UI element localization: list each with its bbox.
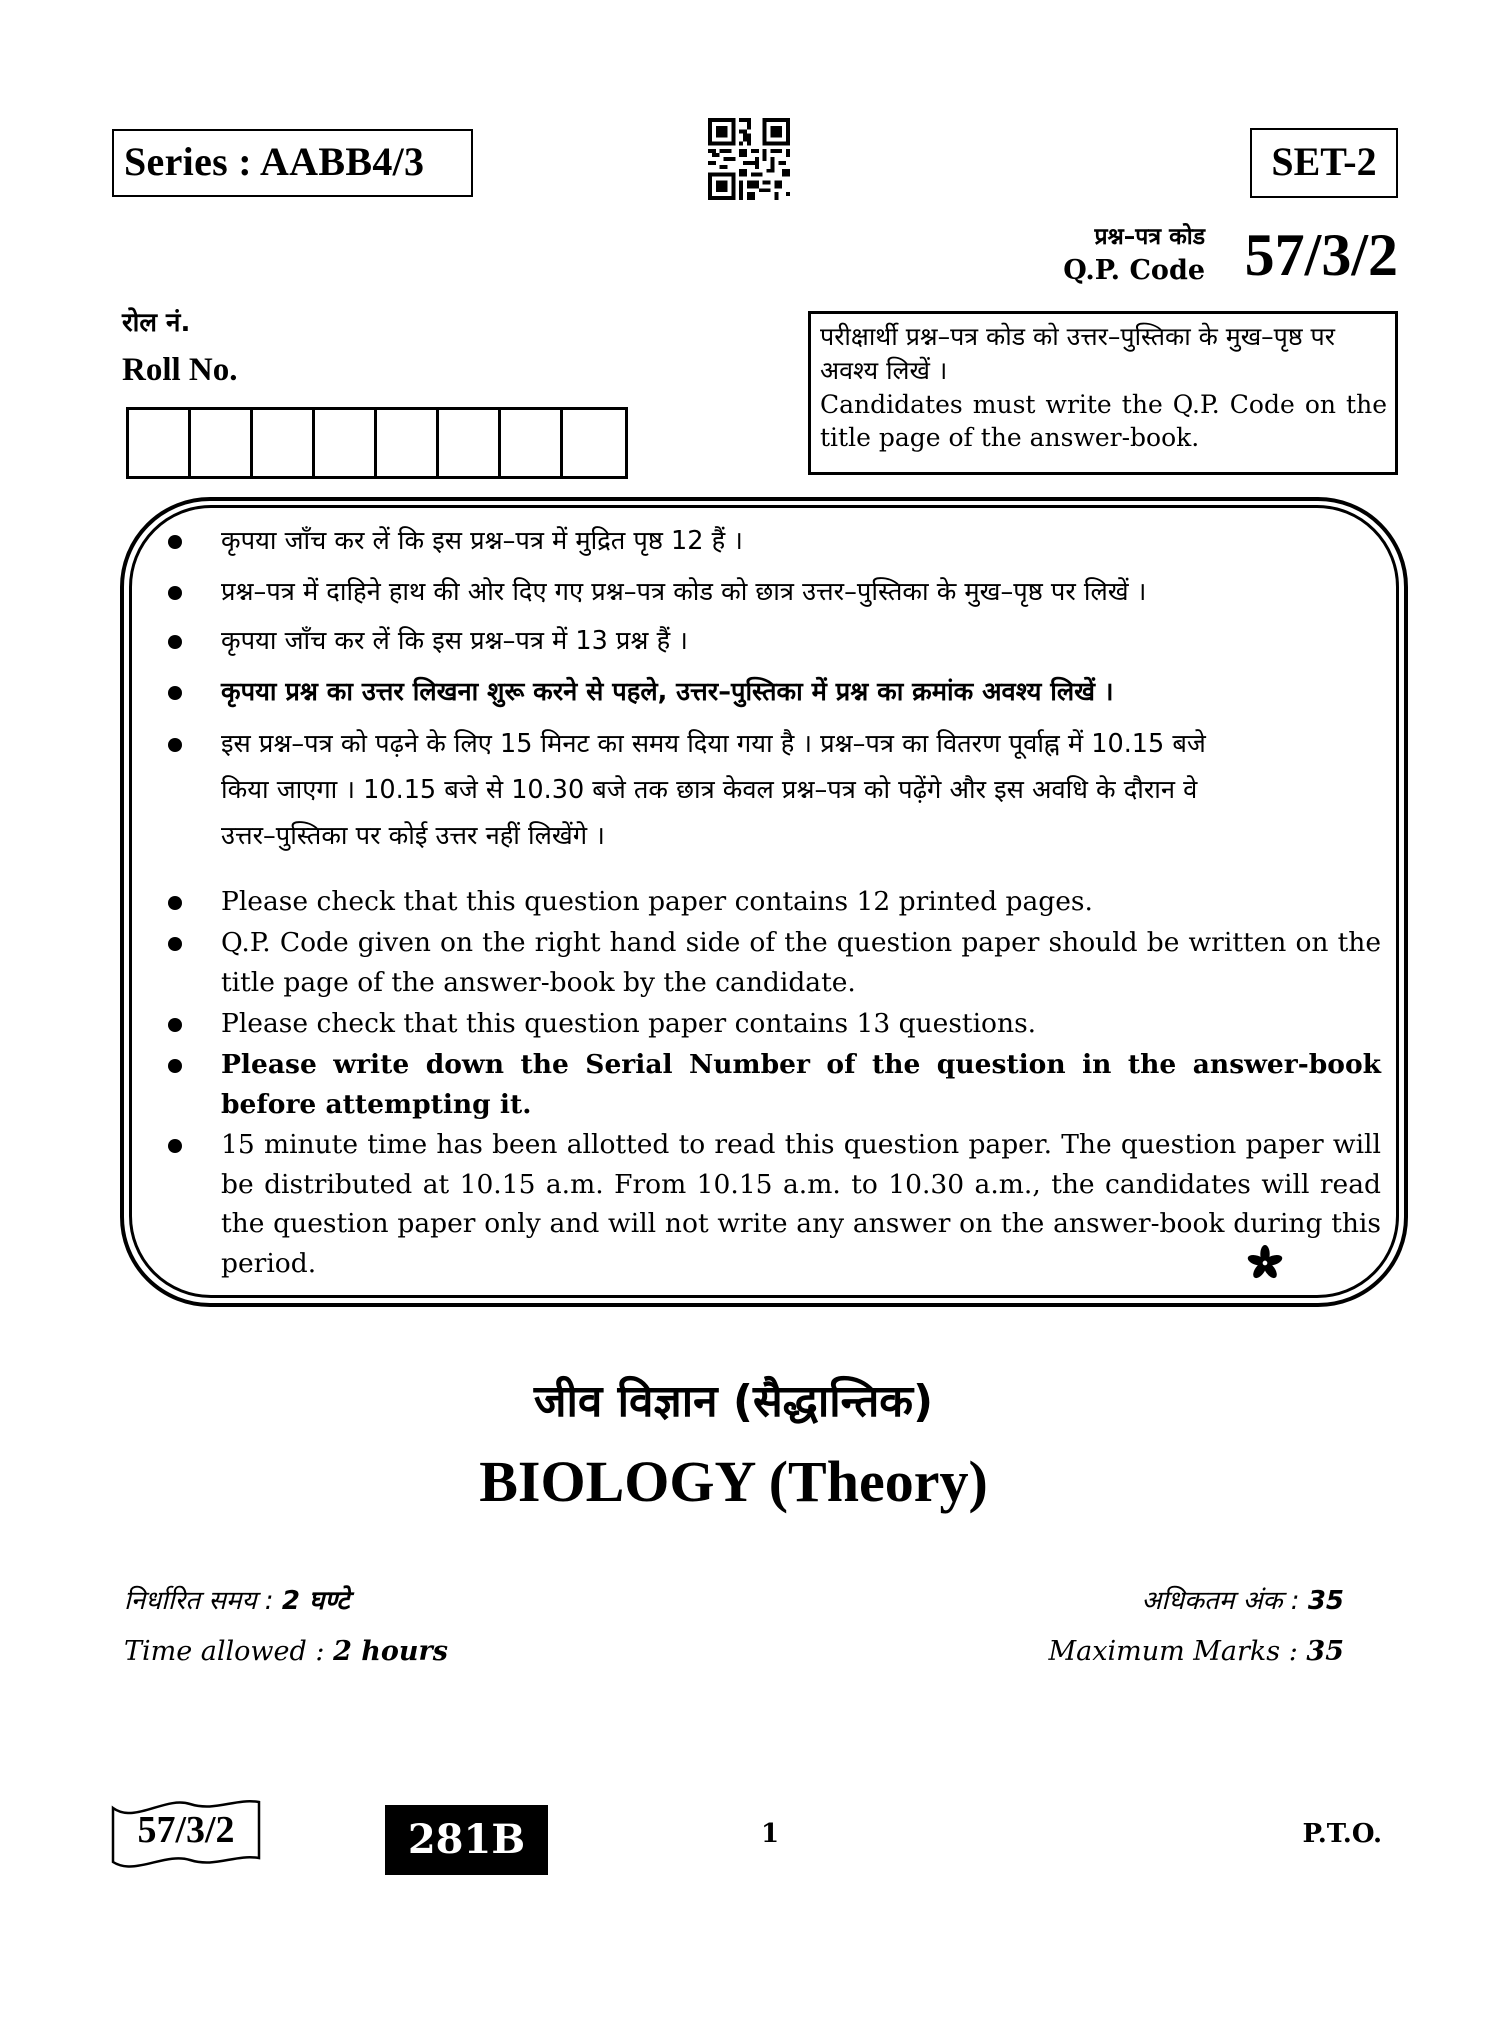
bullet-icon xyxy=(168,1139,182,1153)
bullet-icon xyxy=(168,586,182,600)
roll-number-boxes[interactable] xyxy=(126,407,628,479)
roll-digit-box[interactable] xyxy=(129,410,191,476)
bullet-icon xyxy=(168,1018,182,1032)
series-label: Series : AABB4/3 xyxy=(124,139,425,184)
time-allowed: Time allowed : 2 hours xyxy=(124,1636,448,1667)
footer-qp-code: 57/3/2 xyxy=(137,1809,235,1851)
roll-digit-box[interactable] xyxy=(563,410,625,476)
bullet-icon xyxy=(168,635,182,649)
roll-digit-box[interactable] xyxy=(253,410,315,476)
qr-code-icon xyxy=(708,118,790,200)
subject-title: BIOLOGY (Theory) xyxy=(479,1449,988,1514)
paper-code-badge: 281B xyxy=(385,1805,548,1875)
please-turn-over: P.T.O. xyxy=(1302,1819,1382,1849)
qp-code-label: Q.P. Code xyxy=(1063,255,1205,286)
set-label: SET-2 xyxy=(1271,139,1377,184)
roll-digit-box[interactable] xyxy=(315,410,377,476)
qp-code-notice-box xyxy=(808,311,1398,475)
roll-digit-box[interactable] xyxy=(191,410,253,476)
bullet-icon xyxy=(168,686,182,700)
roll-digit-box[interactable] xyxy=(439,410,501,476)
roll-label-hindi: रोल नं. xyxy=(122,308,191,338)
bullet-icon xyxy=(168,738,182,752)
maximum-marks-hindi: अधिकतम अंक : 35 xyxy=(1141,1586,1344,1616)
bullet-icon xyxy=(168,937,182,951)
qp-code-label-hindi: प्रश्न–पत्र कोड xyxy=(1094,224,1205,250)
roll-digit-box[interactable] xyxy=(501,410,563,476)
qp-code-notice-hindi: परीक्षार्थी प्रश्न–पत्र कोड को उत्तर–पुस्तिका के मुख–पृष्ठ पर अवश्य लिखें । xyxy=(820,322,1335,385)
time-allowed-hindi: निर्धारित समय : 2 घण्टे xyxy=(124,1586,350,1616)
roll-label: Roll No. xyxy=(122,352,238,388)
asterisk-flower-icon xyxy=(1247,1245,1283,1281)
bullet-icon xyxy=(168,1059,182,1073)
page-number: 1 xyxy=(760,1819,780,1849)
maximum-marks: Maximum Marks : 35 xyxy=(1048,1636,1344,1667)
qp-code-value: 57/3/2 xyxy=(1244,222,1398,288)
roll-digit-box[interactable] xyxy=(377,410,439,476)
bullet-icon xyxy=(168,896,182,910)
bullet-icon xyxy=(168,535,182,549)
qp-code-notice-english: Candidates must write the Q.P. Code on the title page of the answer-book. xyxy=(820,390,1387,452)
subject-title-hindi: जीव विज्ञान (सैद्धान्तिक) xyxy=(533,1376,934,1427)
